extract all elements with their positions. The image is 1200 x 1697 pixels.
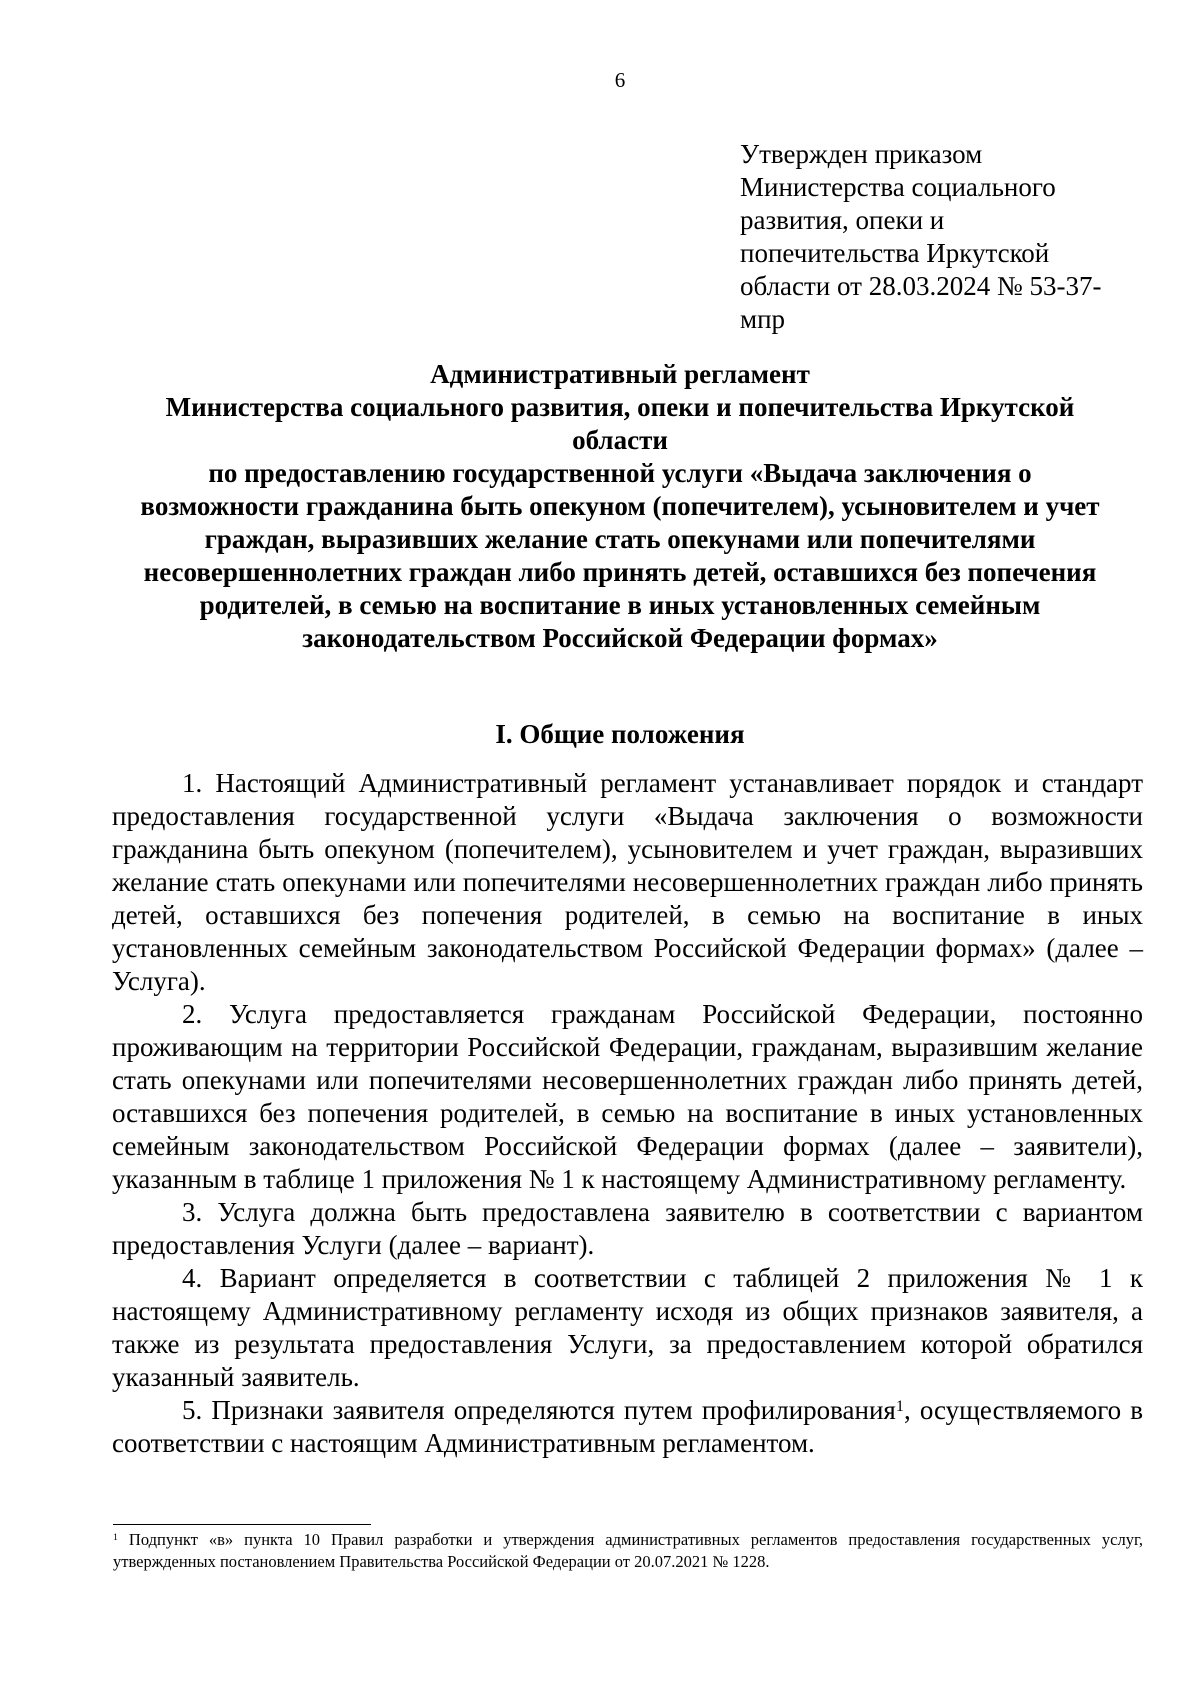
footnote xyxy=(113,1529,1143,1573)
title-line: несовершеннолетних граждан либо принять детей, оставшихся без попечения xyxy=(143,557,1097,587)
page-number: 6 xyxy=(614,68,626,92)
approval-line: Утвержден приказом xyxy=(740,139,983,169)
paragraph-5-text-end: , осуществляемого в соответствии с настоящим Административным регламентом. xyxy=(112,1395,1143,1458)
title-line: по предоставлению государственной услуги «Выдача заключения о xyxy=(208,458,1032,488)
footnote-divider xyxy=(113,1524,371,1525)
title-line: Министерства социального развития, опеки и попечительства Иркутской xyxy=(165,392,1075,422)
title-line: граждан, выразивших желание стать опекунами или попечителями xyxy=(204,524,1036,554)
title-line: Административный регламент xyxy=(430,359,810,389)
footnote-marker: 1 xyxy=(113,1532,118,1544)
paragraph-3: 3. Услуга должна быть предоставлена заявителю в соответствии с вариантом предоставления Услуги (далее – вариант). xyxy=(112,1197,1143,1260)
section-body xyxy=(112,767,1143,1460)
paragraph-2: 2. Услуга предоставляется гражданам Российской Федерации, постоянно проживающим на территории Российской Федерации, гражданам, выразившим желание стать опекунами или попечителями несовершеннолетних граждан либо принять детей, оставшихся без попечения родителей, в семью на воспитание в иных установленных семейным законодательством Российской Федерации формах (далее – заявители), указанным в таблице 1 приложения № 1 к настоящему Административному регламенту. xyxy=(112,999,1143,1194)
footnote-reference[interactable]: 1 xyxy=(895,1396,904,1415)
title-line: родителей, в семью на воспитание в иных установленных семейным xyxy=(199,590,1041,620)
footnote-text: Подпункт «в» пункта 10 Правил разработки и утверждения административных регламентов предоставления государственных услуг, утвержденных постановлением Правительства Российской Федерации от 20.07.2021 № 1228. xyxy=(113,1530,1143,1571)
title-line: возможности гражданина быть опекуном (попечителем), усыновителем и учет xyxy=(140,491,1100,521)
approval-line: области от 28.03.2024 № 53-37- xyxy=(740,271,1102,301)
paragraph-5-text: 5. Признаки заявителя определяются путем профилирования xyxy=(182,1395,896,1425)
paragraph-1: 1. Настоящий Административный регламент устанавливает порядок и стандарт предоставления государственной услуги «Выдача заключения о возможности гражданина быть опекуном (попечителем), усыновителем и учет граждан, выразивших желание стать опекунами или попечителями несовершеннолетних граждан либо принять детей, оставшихся без попечения родителей, в семью на воспитание в иных установленных семейным законодательством Российской Федерации формах» (далее – Услуга). xyxy=(112,768,1143,996)
title-line: области xyxy=(572,425,668,455)
approval-line: попечительства Иркутской xyxy=(740,238,1050,268)
title-line: законодательством Российской Федерации формах» xyxy=(302,623,938,653)
approval-line: Министерства социального xyxy=(740,172,1056,202)
approval-line: мпр xyxy=(740,304,786,334)
document-title xyxy=(100,358,1140,655)
approval-stamp xyxy=(740,138,1160,336)
paragraph-5 xyxy=(112,1394,1143,1460)
paragraph-4: 4. Вариант определяется в соответствии с таблицей 2 приложения № 1 к настоящему Административному регламенту исходя из общих признаков заявителя, а также из результата предоставления Услуги, за предоставлением которой обратился указанный заявитель. xyxy=(112,1263,1143,1392)
approval-line: развития, опеки и xyxy=(740,205,945,235)
section-heading: I. Общие положения xyxy=(495,719,745,749)
